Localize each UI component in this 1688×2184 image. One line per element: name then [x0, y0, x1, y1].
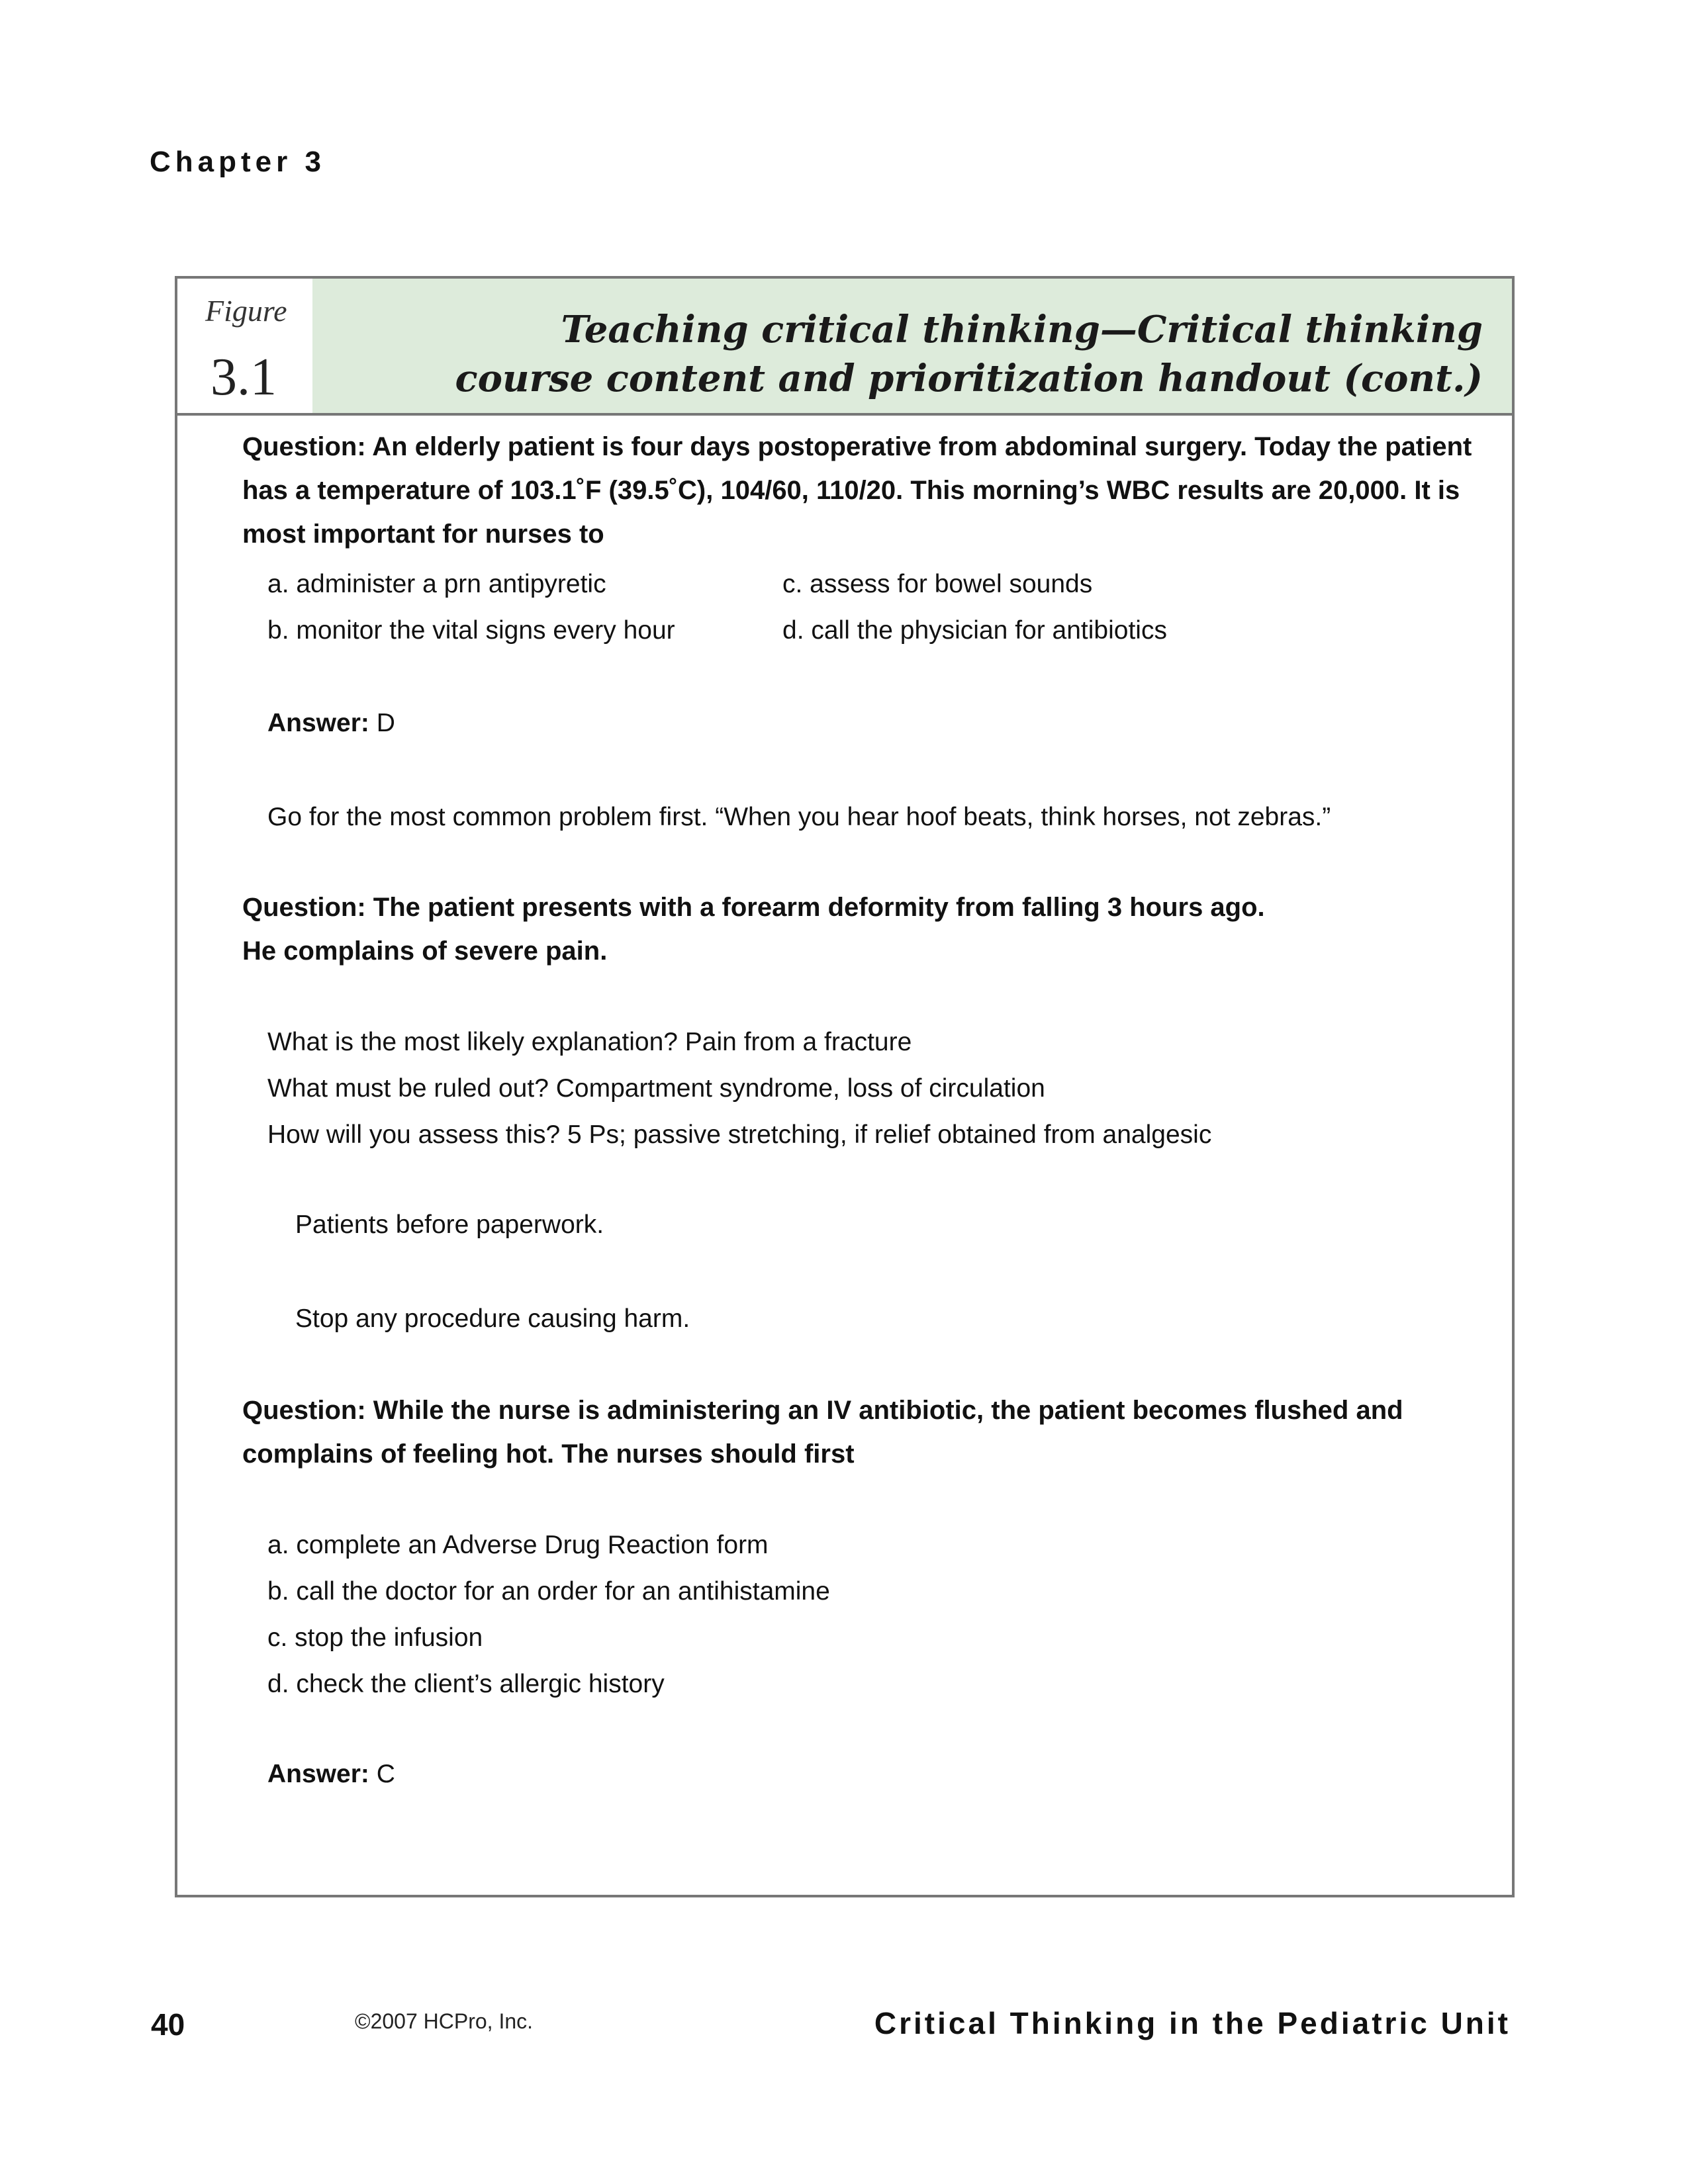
figure-number: 3.1	[211, 348, 277, 406]
q1-option-c: c. assess for bowel sounds	[782, 570, 1093, 598]
question-2	[242, 886, 1474, 973]
figure-title-line-2: course content and prioritization handout (cont.)	[455, 357, 1483, 400]
figure-header	[177, 279, 1512, 416]
q2-line-3: How will you assess this? 5 Ps; passive stretching, if relief obtained from analgesic	[267, 1120, 1212, 1149]
figure-box	[175, 276, 1515, 1897]
chapter-heading: Chapter 3	[150, 146, 326, 178]
book-title: Critical Thinking in the Pediatric Unit	[874, 2006, 1511, 2040]
q3-option-c: c. stop the infusion	[267, 1623, 483, 1652]
q1-option-d: d. call the physician for antibiotics	[782, 616, 1167, 645]
q2-tip-2: Stop any procedure causing harm.	[295, 1304, 690, 1333]
figure-title	[455, 305, 1483, 403]
q3-answer	[267, 1758, 395, 1791]
q3-option-b: b. call the doctor for an order for an antihistamine	[267, 1577, 830, 1606]
question-3: Question: While the nurse is administering an IV antibiotic, the patient becomes flushed and complains of feeling hot. The nurses should first	[242, 1396, 1403, 1469]
page-number: 40	[151, 2007, 185, 2042]
question-2-line-2: He complains of severe pain.	[242, 936, 608, 966]
q1-option-a: a. administer a prn antipyretic	[267, 570, 606, 598]
question-1: Question: An elderly patient is four days postoperative from abdominal surgery. Today the patient has a temperature of 103.1˚F (39.5˚C), 104/60, 110/20. This morning’s WBC results are 20,000. It is most important for nurses to	[242, 432, 1472, 549]
q2-tip-1: Patients before paperwork.	[295, 1210, 604, 1239]
figure-title-line-1: Teaching critical thinking—Critical thinking	[561, 308, 1483, 351]
question-2-line-1: Question: The patient presents with a forearm deformity from falling 3 hours ago.	[242, 893, 1265, 922]
q3-option-d: d. check the client’s allergic history	[267, 1670, 665, 1698]
q3-answer-label: Answer:	[267, 1760, 369, 1788]
q3-option-a: a. complete an Adverse Drug Reaction form	[267, 1531, 769, 1559]
q1-answer	[267, 707, 395, 740]
q2-line-2: What must be ruled out? Compartment syndrome, loss of circulation	[267, 1074, 1045, 1103]
q3-answer-value: C	[376, 1760, 395, 1788]
figure-label	[177, 279, 312, 413]
q1-option-b: b. monitor the vital signs every hour	[267, 616, 675, 645]
q1-answer-value: D	[376, 709, 395, 737]
q1-note: Go for the most common problem first. “When you hear hoof beats, think horses, not zebras.”	[267, 803, 1331, 831]
q2-line-1: What is the most likely explanation? Pain from a fracture	[267, 1028, 912, 1056]
copyright: ©2007 HCPro, Inc.	[355, 2009, 534, 2033]
q1-answer-label: Answer:	[267, 709, 369, 737]
figure-word: Figure	[205, 294, 287, 328]
figure-title-band	[312, 279, 1512, 413]
